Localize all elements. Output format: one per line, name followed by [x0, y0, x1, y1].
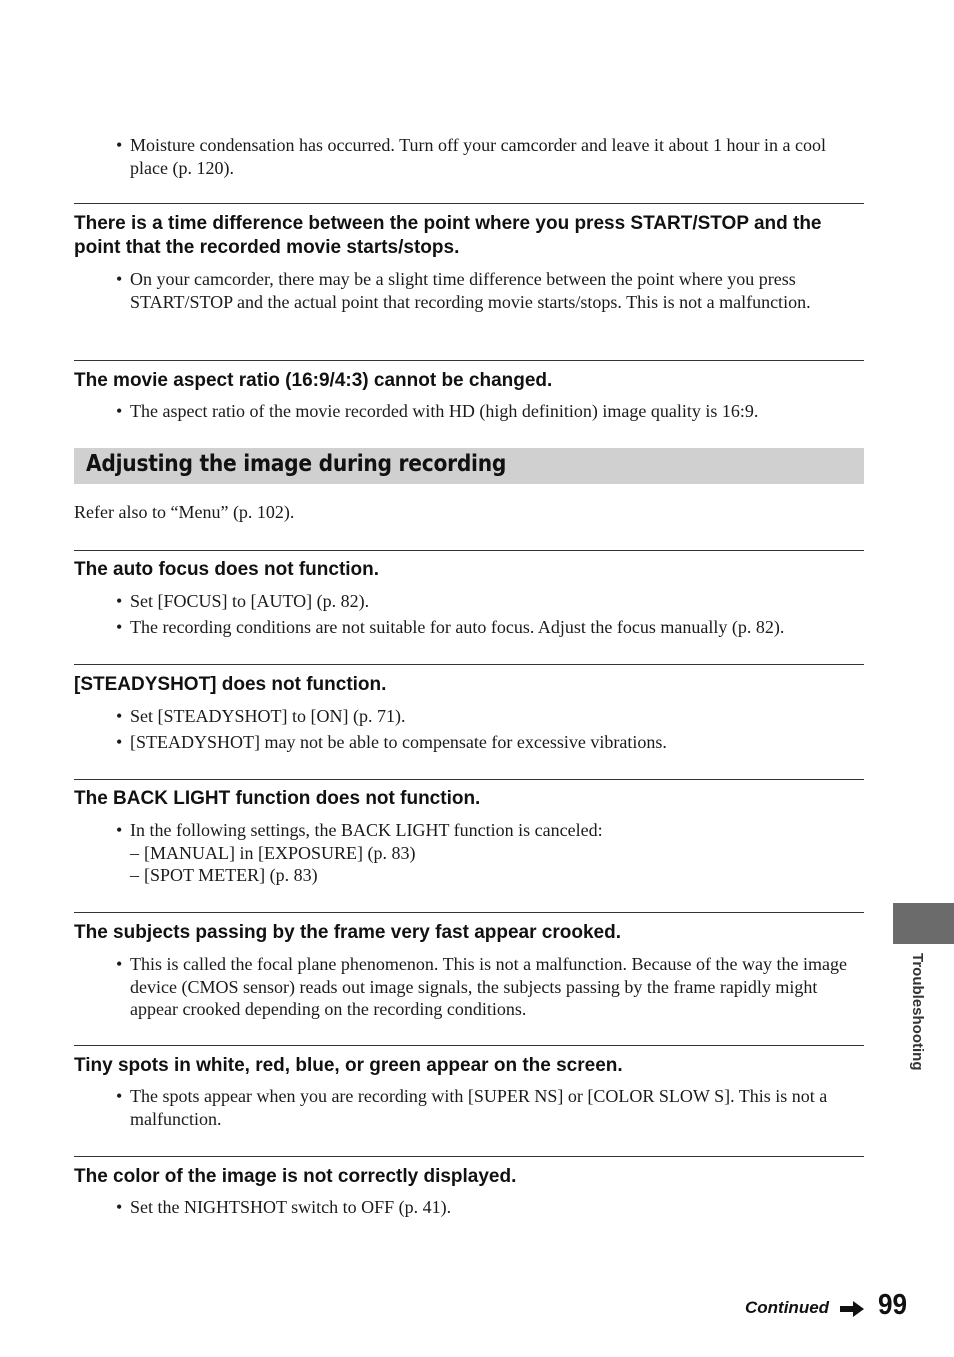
bullet-item: [74, 400, 864, 423]
bullet-text: Moisture condensation has occurred. Turn off your camcorder and leave it about 1 hour in a cool place (p. 120).: [130, 135, 826, 178]
bullet-text: The aspect ratio of the movie recorded with HD (high definition) image quality is 16:9.: [130, 401, 759, 421]
dash-glyph: –: [130, 865, 139, 885]
bullet-item: [74, 1085, 864, 1130]
bullet-text: Set the NIGHTSHOT switch to OFF (p. 41).: [130, 1197, 452, 1217]
section-title-band: [74, 448, 864, 484]
bullet-item: [74, 731, 864, 754]
section-divider: [74, 1045, 864, 1046]
bullet-text: In the following settings, the BACK LIGHT function is canceled:: [130, 820, 603, 840]
bullet-glyph: •: [116, 706, 123, 726]
heading-auto-focus: The auto focus does not function.: [74, 559, 380, 580]
bullet-text: Set [STEADYSHOT] to [ON] (p. 71).: [130, 706, 406, 726]
moisture-block: [74, 134, 864, 179]
bullet-glyph: •: [116, 820, 123, 840]
sub-item-text: [SPOT METER] (p. 83): [144, 865, 318, 885]
bullet-item: [74, 616, 864, 639]
bullet-glyph: •: [116, 617, 123, 637]
heading-aspect-ratio: The movie aspect ratio (16:9/4:3) cannot be changed.: [74, 370, 553, 391]
bullet-item: [74, 1196, 864, 1219]
bullet-text: [STEADYSHOT] may not be able to compensate for excessive vibrations.: [130, 731, 667, 752]
bullet-glyph: •: [116, 269, 123, 289]
heading-color: The color of the image is not correctly displayed.: [74, 1166, 517, 1187]
bullet-text: The spots appear when you are recording with [SUPER NS] or [COLOR SLOW S]. This is not a malfunction.: [130, 1086, 828, 1129]
bullet-item: [74, 819, 864, 842]
heading-back-light: The BACK LIGHT function does not function.: [74, 788, 481, 809]
section-divider: [74, 912, 864, 913]
bullet-text: On your camcorder, there may be a slight time difference between the point where you press START/STOP and the actual point that recording movie starts/stops. This is not a malfunction.: [130, 269, 811, 312]
back-light-block: [74, 819, 864, 887]
heading-spots: Tiny spots in white, red, blue, or green appear on the screen.: [74, 1055, 623, 1076]
bullet-item: [74, 590, 864, 613]
section-divider: [74, 203, 864, 204]
bullet-glyph: •: [116, 401, 123, 421]
refer-note: Refer also to “Menu” (p. 102).: [74, 502, 295, 522]
heading-time-difference: There is a time difference between the point where you press START/STOP and the point that the recorded movie starts/stops.: [74, 213, 822, 258]
continued-label: Continued: [745, 1298, 830, 1317]
bullet-text: Set [FOCUS] to [AUTO] (p. 82).: [130, 591, 370, 611]
page-number: 99: [878, 1289, 908, 1321]
bullet-item: [74, 705, 864, 728]
chapter-tab-marker: [893, 903, 954, 944]
auto-focus-block: [74, 590, 864, 639]
spots-block: [74, 1085, 864, 1130]
section-divider: [74, 779, 864, 780]
bullet-glyph: •: [116, 731, 123, 752]
bullet-glyph: •: [116, 1086, 123, 1106]
time-difference-block: [74, 268, 864, 313]
bullet-glyph: •: [116, 1197, 123, 1217]
steadyshot-block: [74, 705, 864, 753]
crooked-block: [74, 953, 864, 1021]
bullet-glyph: •: [116, 954, 123, 974]
bullet-item: [74, 953, 864, 1021]
chapter-tab-text: Troubleshooting: [909, 953, 926, 1071]
section-title: Adjusting the image during recording: [86, 451, 507, 477]
section-divider: [74, 1156, 864, 1157]
bullet-glyph: •: [116, 591, 123, 611]
bullet-glyph: •: [116, 135, 123, 155]
heading-crooked: The subjects passing by the frame very fast appear crooked.: [74, 922, 621, 943]
heading-steadyshot: [STEADYSHOT] does not function.: [74, 674, 387, 695]
bullet-item: [74, 268, 864, 313]
section-divider: [74, 550, 864, 551]
sub-item: [74, 864, 864, 887]
right-arrow-icon: [840, 1301, 864, 1317]
chapter-tab-label: [907, 953, 925, 1093]
bullet-text: This is called the focal plane phenomenon. This is not a malfunction. Because of the way the image device (CMOS sensor) reads out image signals, the subjects passing by the frame rapidly might appear crooked depending on the recording conditions.: [130, 954, 847, 1019]
aspect-ratio-block: [74, 400, 864, 423]
dash-glyph: –: [130, 842, 139, 863]
sub-item-text: [MANUAL] in [EXPOSURE] (p. 83): [144, 842, 416, 863]
bullet-item: [74, 134, 864, 179]
color-block: [74, 1196, 864, 1219]
bullet-text: The recording conditions are not suitable for auto focus. Adjust the focus manually (p. 82).: [130, 617, 785, 637]
sub-item: [74, 842, 864, 865]
section-divider: [74, 360, 864, 361]
section-divider: [74, 664, 864, 665]
